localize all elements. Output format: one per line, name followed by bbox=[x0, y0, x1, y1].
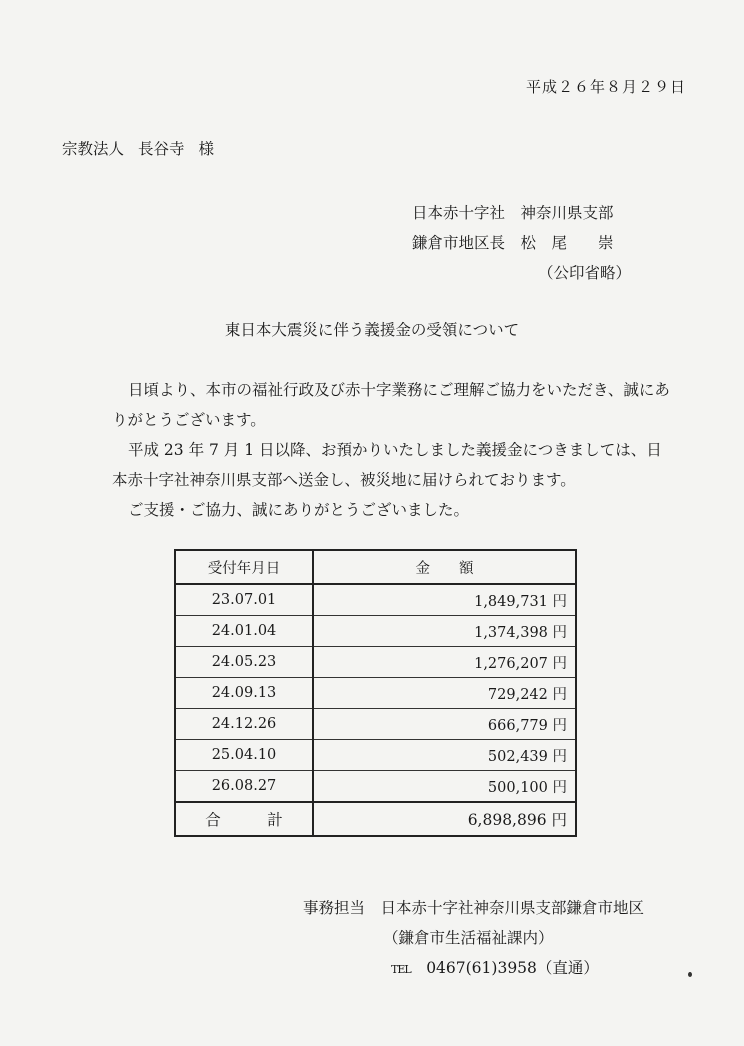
header-amount: 金 額 bbox=[313, 550, 576, 584]
recipient-honorific: 様 bbox=[198, 140, 215, 158]
ink-speck bbox=[688, 972, 692, 977]
sender-title: 鎌倉市地区長 松 尾 崇 bbox=[412, 234, 614, 252]
sender-org: 日本赤十字社 神奈川県支部 bbox=[412, 204, 614, 222]
document-date: 平成２６年８月２９日 bbox=[525, 78, 686, 96]
table-row bbox=[175, 584, 576, 616]
seal-note: （公印省略） bbox=[538, 264, 632, 282]
row-amount: 1,374,398 円 bbox=[313, 616, 576, 647]
row-date: 25.04.10 bbox=[175, 740, 313, 771]
row-amount: 1,276,207 円 bbox=[313, 647, 576, 678]
table-row bbox=[175, 647, 576, 678]
table-row bbox=[175, 678, 576, 709]
row-date: 23.07.01 bbox=[175, 584, 313, 616]
table-row bbox=[175, 740, 576, 771]
row-amount: 500,100 円 bbox=[313, 771, 576, 803]
recipient-org: 宗教法人 bbox=[62, 140, 125, 158]
donation-table bbox=[174, 549, 577, 837]
letter-body bbox=[112, 375, 672, 525]
row-date: 26.08.27 bbox=[175, 771, 313, 803]
row-date: 24.09.13 bbox=[175, 678, 313, 709]
paragraph-2: 平成 23 年 7 月 1 日以降、お預かりいたしました義援金につきましては、日本赤十字社神奈川県支部へ送金し、被災地に届けられております。 bbox=[112, 441, 662, 489]
header-date: 受付年月日 bbox=[175, 550, 313, 584]
row-date: 24.05.23 bbox=[175, 647, 313, 678]
row-amount: 502,439 円 bbox=[313, 740, 576, 771]
contact-tel: 0467(61)3958（直通） bbox=[426, 959, 599, 977]
total-row bbox=[175, 802, 576, 836]
total-label: 合 計 bbox=[175, 802, 313, 836]
contact-office: 日本赤十字社神奈川県支部鎌倉市地区 bbox=[380, 899, 645, 917]
paragraph-3: ご支援・ご協力、誠にありがとうございました。 bbox=[128, 501, 470, 519]
recipient-name: 長谷寺 bbox=[138, 140, 185, 158]
row-date: 24.01.04 bbox=[175, 616, 313, 647]
contact-division: （鎌倉市生活福祉課内） bbox=[383, 929, 554, 947]
table-row bbox=[175, 616, 576, 647]
table-row bbox=[175, 771, 576, 803]
paragraph-1: 日頃より、本市の福祉行政及び赤十字業務にご理解ご協力をいただき、誠にありがとうございます。 bbox=[112, 381, 670, 429]
table-header-row bbox=[175, 550, 576, 584]
row-amount: 1,849,731 円 bbox=[313, 584, 576, 616]
recipient bbox=[62, 137, 214, 159]
tel-label: TEL bbox=[391, 963, 411, 976]
total-amount: 6,898,896 円 bbox=[313, 802, 576, 836]
contact-label: 事務担当 bbox=[303, 899, 366, 917]
table-row bbox=[175, 709, 576, 740]
row-amount: 666,779 円 bbox=[313, 709, 576, 740]
sender-block bbox=[412, 198, 631, 288]
subject-title: 東日本大震災に伴う義援金の受領について bbox=[224, 321, 520, 339]
row-amount: 729,242 円 bbox=[313, 678, 576, 709]
contact-block bbox=[303, 893, 644, 985]
row-date: 24.12.26 bbox=[175, 709, 313, 740]
